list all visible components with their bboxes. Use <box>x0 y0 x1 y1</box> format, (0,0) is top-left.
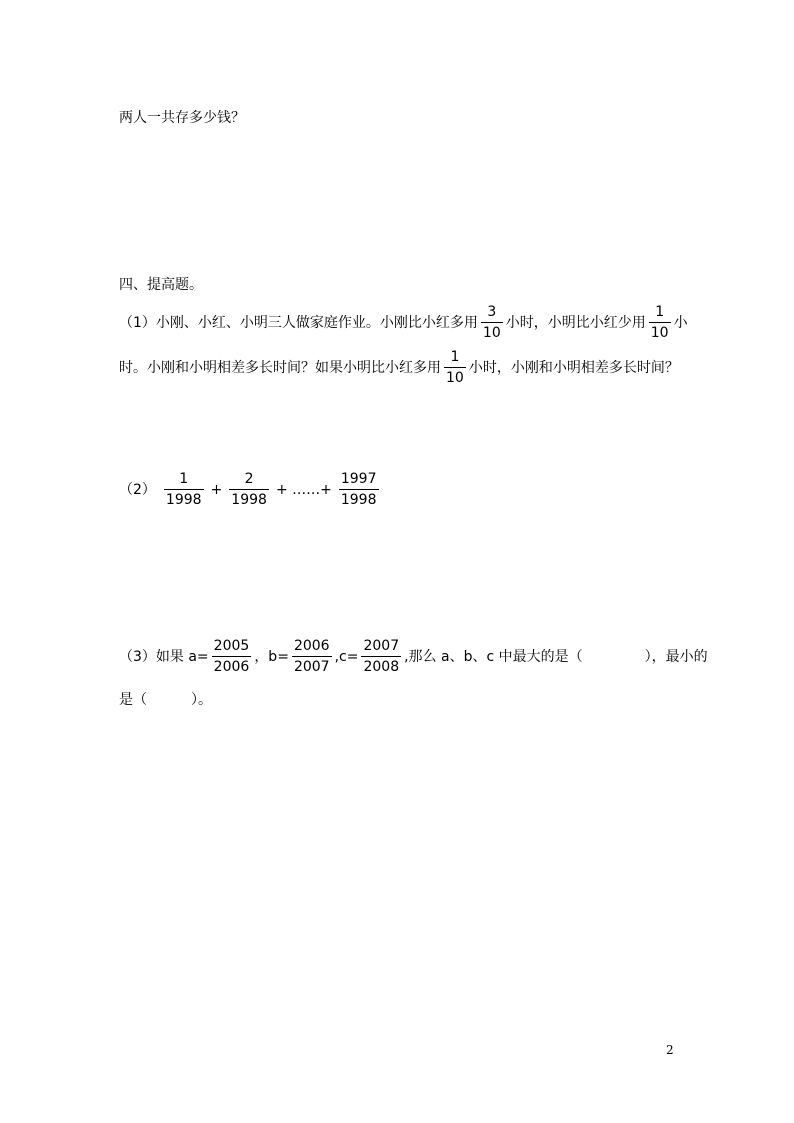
q2-fraction-2-1998 <box>229 472 269 507</box>
fraction-numerator: 1 <box>450 349 460 365</box>
q3-line2-text-a: 是（ <box>119 692 147 708</box>
fraction-numerator: 2005 <box>213 638 250 654</box>
fraction-denominator: 2008 <box>363 659 400 675</box>
q3-b-label: ，b= <box>254 648 289 665</box>
q2-line <box>119 472 382 507</box>
section-heading-text: 四、提高题。 <box>119 277 203 293</box>
fraction-denominator: 1998 <box>165 492 202 508</box>
carryover-text: 两人一共存多少钱？ <box>119 110 245 126</box>
q1-line1-text-a: （1）小刚、小红、小明三人做家庭作业。小刚比小红多用 <box>119 314 478 331</box>
fraction-denominator: 10 <box>650 325 669 341</box>
q2-label: （2） <box>119 481 156 498</box>
q2-plus-sign: + <box>210 481 223 498</box>
q3-line1 <box>119 639 708 674</box>
q1-line2-text-a: 时。小刚和小明相差多长时间？如果小明比小红多用 <box>119 359 441 376</box>
fraction-numerator: 2 <box>244 471 254 487</box>
q3-line2-text-b: ）。 <box>191 692 212 708</box>
q2-ellipsis: + ……+ <box>275 481 332 498</box>
q3-fraction-b <box>292 639 332 674</box>
q3-c-label: ,c= <box>334 648 359 665</box>
fraction-denominator: 10 <box>446 370 464 386</box>
fraction-denominator: 1998 <box>340 492 377 508</box>
q1-line2-text-b: 小时，小刚和小明相差多长时间？ <box>468 359 679 376</box>
fraction-numerator: 1 <box>655 304 665 320</box>
fraction-denominator: 2006 <box>213 659 250 675</box>
fraction-numerator: 1 <box>179 471 189 487</box>
q3-fraction-a <box>212 639 252 674</box>
fraction-denominator: 1998 <box>231 492 267 508</box>
q3-fraction-c <box>361 639 401 674</box>
q3-prefix: （3）如果 a= <box>119 648 209 665</box>
fraction-numerator: 1997 <box>340 471 377 487</box>
q1-line1-text-b: 小时，小明比小红少用 <box>505 314 646 331</box>
q3-line2 <box>119 693 212 707</box>
q1-line1 <box>119 305 688 340</box>
section-heading <box>119 278 203 292</box>
carryover-question <box>119 111 245 125</box>
page-number: 2 <box>666 1043 674 1057</box>
fraction-denominator: 2007 <box>293 659 330 675</box>
q2-fraction-1997-1998 <box>339 472 379 507</box>
q3-mid-text: ,那么 a、b、c 中最大的是（ <box>404 648 583 665</box>
fraction-denominator: 10 <box>482 325 501 341</box>
q1-fraction-3-10 <box>481 305 503 340</box>
q1-line1-text-c: 小 <box>673 314 688 331</box>
q2-fraction-1-1998 <box>164 472 204 507</box>
q3-mid-close: ），最小的 <box>644 648 708 665</box>
fraction-numerator: 2006 <box>293 638 330 654</box>
q1-fraction-1-10-b <box>444 350 466 385</box>
q1-line2 <box>119 350 679 385</box>
q1-fraction-1-10 <box>649 305 671 340</box>
fraction-numerator: 2007 <box>363 638 400 654</box>
fraction-numerator: 3 <box>487 304 497 320</box>
